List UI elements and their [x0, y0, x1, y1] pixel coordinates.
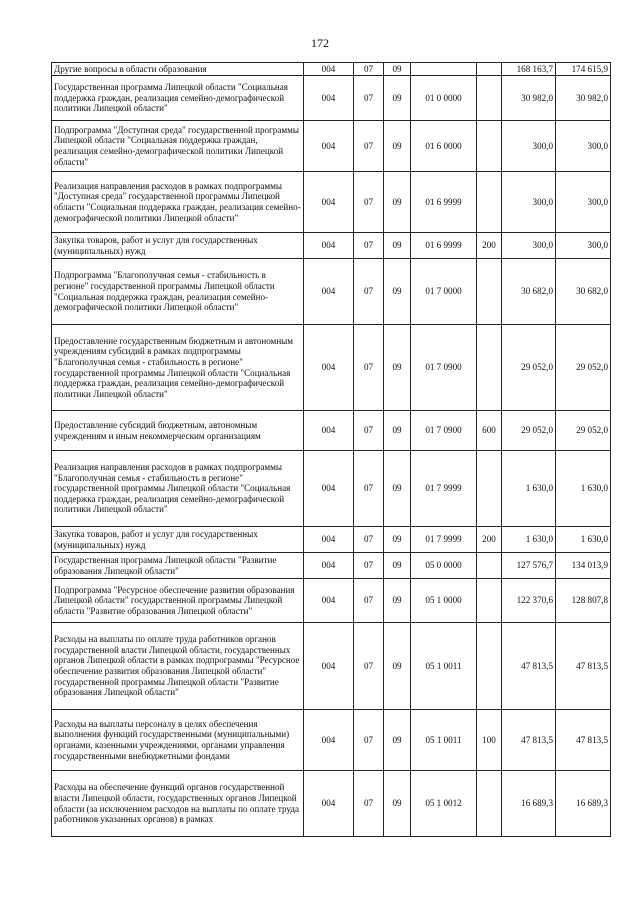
amount-year-2: 300,0 — [556, 121, 611, 172]
table-row — [52, 553, 611, 579]
amount-year-1: 122 370,6 — [502, 579, 556, 623]
ministry-code: 004 — [304, 553, 354, 579]
page-number: 172 — [311, 36, 329, 50]
expense-type-code — [477, 579, 502, 623]
amount-year-2: 29 052,0 — [556, 325, 611, 411]
section-code: 07 — [354, 710, 384, 771]
amount-year-1: 300,0 — [502, 172, 556, 233]
expense-type-code — [477, 76, 502, 121]
subsection-code: 09 — [384, 553, 411, 579]
expense-type-code — [477, 63, 502, 76]
table-row — [52, 233, 611, 259]
amount-year-1: 168 163,7 — [502, 63, 556, 76]
row-description: Предоставление субсидий бюджетным, автономным учреждениям и иным некоммерческим организациям — [52, 411, 304, 451]
table-row — [52, 121, 611, 172]
row-description: Закупка товаров, работ и услуг для государственных (муниципальных) нужд — [52, 233, 304, 259]
row-description: Подпрограмма "Ресурсное обеспечение развития образования Липецкой области" государственной программы Липецкой области "Развитие образования Липецкой области" — [52, 579, 304, 623]
expense-type-code — [477, 121, 502, 172]
table-row — [52, 76, 611, 121]
table-row — [52, 451, 611, 527]
amount-year-1: 29 052,0 — [502, 411, 556, 451]
program-code: 01 7 9999 — [411, 527, 477, 553]
ministry-code: 004 — [304, 63, 354, 76]
amount-year-2: 300,0 — [556, 233, 611, 259]
ministry-code: 004 — [304, 325, 354, 411]
row-description: Предоставление государственным бюджетным и автономным учреждениям субсидий в рамках подпрограммы "Благополучная семья - стабильность в регионе" государственной программы Липецкой области "Социальная поддержка граждан, реализация семейно-демографической политики Липецкой области" — [52, 325, 304, 411]
ministry-code: 004 — [304, 579, 354, 623]
section-code: 07 — [354, 325, 384, 411]
table-row — [52, 579, 611, 623]
ministry-code: 004 — [304, 259, 354, 325]
amount-year-1: 1 630,0 — [502, 451, 556, 527]
section-code: 07 — [354, 259, 384, 325]
amount-year-1: 30 682,0 — [502, 259, 556, 325]
row-description: Закупка товаров, работ и услуг для государственных (муниципальных) нужд — [52, 527, 304, 553]
amount-year-1: 47 813,5 — [502, 710, 556, 771]
row-description: Подпрограмма "Доступная среда" государственной программы Липецкой области "Социальная поддержка граждан, реализация семейно-демографической политики Липецкой области" — [52, 121, 304, 172]
subsection-code: 09 — [384, 771, 411, 837]
amount-year-2: 30 982,0 — [556, 76, 611, 121]
table-row — [52, 325, 611, 411]
section-code: 07 — [354, 121, 384, 172]
amount-year-2: 134 013,9 — [556, 553, 611, 579]
row-description: Расходы на обеспечение функций органов государственной власти Липецкой области, государственных органов Липецкой области (за исключением расходов на выплаты по оплате труда работников указанных органов) в рамках — [52, 771, 304, 837]
ministry-code: 004 — [304, 76, 354, 121]
table-row — [52, 527, 611, 553]
subsection-code: 09 — [384, 63, 411, 76]
amount-year-1: 300,0 — [502, 121, 556, 172]
row-description: Государственная программа Липецкой области "Развитие образования Липецкой области" — [52, 553, 304, 579]
amount-year-2: 47 813,5 — [556, 623, 611, 710]
row-description: Подпрограмма "Благополучная семья - стабильность в регионе" государственной программы Липецкой области "Социальная поддержка граждан, реализация семейно-демографической политики Липецкой области" — [52, 259, 304, 325]
program-code: 05 0 0000 — [411, 553, 477, 579]
program-code: 05 1 0011 — [411, 710, 477, 771]
ministry-code: 004 — [304, 411, 354, 451]
program-code: 05 1 0011 — [411, 623, 477, 710]
budget-table — [51, 62, 611, 837]
expense-type-code — [477, 451, 502, 527]
section-code: 07 — [354, 63, 384, 76]
ministry-code: 004 — [304, 451, 354, 527]
section-code: 07 — [354, 623, 384, 710]
program-code: 01 0 0000 — [411, 76, 477, 121]
amount-year-2: 47 813,5 — [556, 710, 611, 771]
table-row — [52, 623, 611, 710]
amount-year-2: 300,0 — [556, 172, 611, 233]
expense-type-code: 200 — [477, 233, 502, 259]
ministry-code: 004 — [304, 623, 354, 710]
ministry-code: 004 — [304, 233, 354, 259]
subsection-code: 09 — [384, 623, 411, 710]
expense-type-code — [477, 259, 502, 325]
subsection-code: 09 — [384, 172, 411, 233]
program-code: 01 7 9999 — [411, 451, 477, 527]
budget-table-body — [52, 63, 611, 837]
program-code: 05 1 0000 — [411, 579, 477, 623]
amount-year-2: 1 630,0 — [556, 451, 611, 527]
amount-year-1: 29 052,0 — [502, 325, 556, 411]
ministry-code: 004 — [304, 172, 354, 233]
section-code: 07 — [354, 451, 384, 527]
table-row — [52, 259, 611, 325]
amount-year-2: 16 689,3 — [556, 771, 611, 837]
expense-type-code — [477, 325, 502, 411]
subsection-code: 09 — [384, 710, 411, 771]
expense-type-code: 600 — [477, 411, 502, 451]
table-row — [52, 172, 611, 233]
amount-year-2: 128 807,8 — [556, 579, 611, 623]
row-description: Реализация направления расходов в рамках подпрограммы "Благополучная семья - стабильность в регионе" государственной программы Липецкой области "Социальная поддержка граждан, реализация семейно-демографической политики Липецкой области" — [52, 451, 304, 527]
table-row — [52, 411, 611, 451]
section-code: 07 — [354, 233, 384, 259]
row-description: Государственная программа Липецкой области "Социальная поддержка граждан, реализация семейно-демографической политики Липецкой области" — [52, 76, 304, 121]
section-code: 07 — [354, 527, 384, 553]
program-code: 01 7 0000 — [411, 259, 477, 325]
amount-year-1: 300,0 — [502, 233, 556, 259]
expense-type-code — [477, 623, 502, 710]
program-code: 01 6 9999 — [411, 233, 477, 259]
ministry-code: 004 — [304, 527, 354, 553]
section-code: 07 — [354, 76, 384, 121]
program-code: 01 7 0900 — [411, 411, 477, 451]
ministry-code: 004 — [304, 121, 354, 172]
expense-type-code — [477, 771, 502, 837]
subsection-code: 09 — [384, 325, 411, 411]
expense-type-code: 200 — [477, 527, 502, 553]
subsection-code: 09 — [384, 259, 411, 325]
program-code: 05 1 0012 — [411, 771, 477, 837]
program-code: 01 6 0000 — [411, 121, 477, 172]
section-code: 07 — [354, 579, 384, 623]
row-description: Расходы на выплаты по оплате труда работников органов государственной власти Липецкой области, государственных органов Липецкой области в рамках подпрограммы "Ресурсное обеспечение развития образования Липецкой области" государственной программы Липецкой области "Развитие образования Липецкой области" — [52, 623, 304, 710]
subsection-code: 09 — [384, 411, 411, 451]
expense-type-code — [477, 553, 502, 579]
expense-type-code — [477, 172, 502, 233]
row-description: Другие вопросы в области образования — [52, 63, 304, 76]
table-row — [52, 771, 611, 837]
ministry-code: 004 — [304, 710, 354, 771]
section-code: 07 — [354, 411, 384, 451]
amount-year-1: 47 813,5 — [502, 623, 556, 710]
row-description: Расходы на выплаты персоналу в целях обеспечения выполнения функций государственными (муниципальными) органами, казенными учреждениями, органами управления государственными внебюджетными фондами — [52, 710, 304, 771]
program-code: 01 7 0900 — [411, 325, 477, 411]
table-row — [52, 63, 611, 76]
amount-year-2: 30 682,0 — [556, 259, 611, 325]
subsection-code: 09 — [384, 233, 411, 259]
table-row — [52, 710, 611, 771]
ministry-code: 004 — [304, 771, 354, 837]
amount-year-1: 30 982,0 — [502, 76, 556, 121]
amount-year-1: 1 630,0 — [502, 527, 556, 553]
subsection-code: 09 — [384, 579, 411, 623]
section-code: 07 — [354, 771, 384, 837]
amount-year-2: 29 052,0 — [556, 411, 611, 451]
amount-year-2: 1 630,0 — [556, 527, 611, 553]
amount-year-1: 16 689,3 — [502, 771, 556, 837]
subsection-code: 09 — [384, 76, 411, 121]
expense-type-code: 100 — [477, 710, 502, 771]
program-code: 01 6 9999 — [411, 172, 477, 233]
section-code: 07 — [354, 172, 384, 233]
subsection-code: 09 — [384, 121, 411, 172]
program-code — [411, 63, 477, 76]
row-description: Реализация направления расходов в рамках подпрограммы "Доступная среда" государственной программы Липецкой области "Социальная поддержка граждан, реализация семейно-демографической политики Липецкой области" — [52, 172, 304, 233]
amount-year-2: 174 615,9 — [556, 63, 611, 76]
subsection-code: 09 — [384, 527, 411, 553]
subsection-code: 09 — [384, 451, 411, 527]
amount-year-1: 127 576,7 — [502, 553, 556, 579]
section-code: 07 — [354, 553, 384, 579]
